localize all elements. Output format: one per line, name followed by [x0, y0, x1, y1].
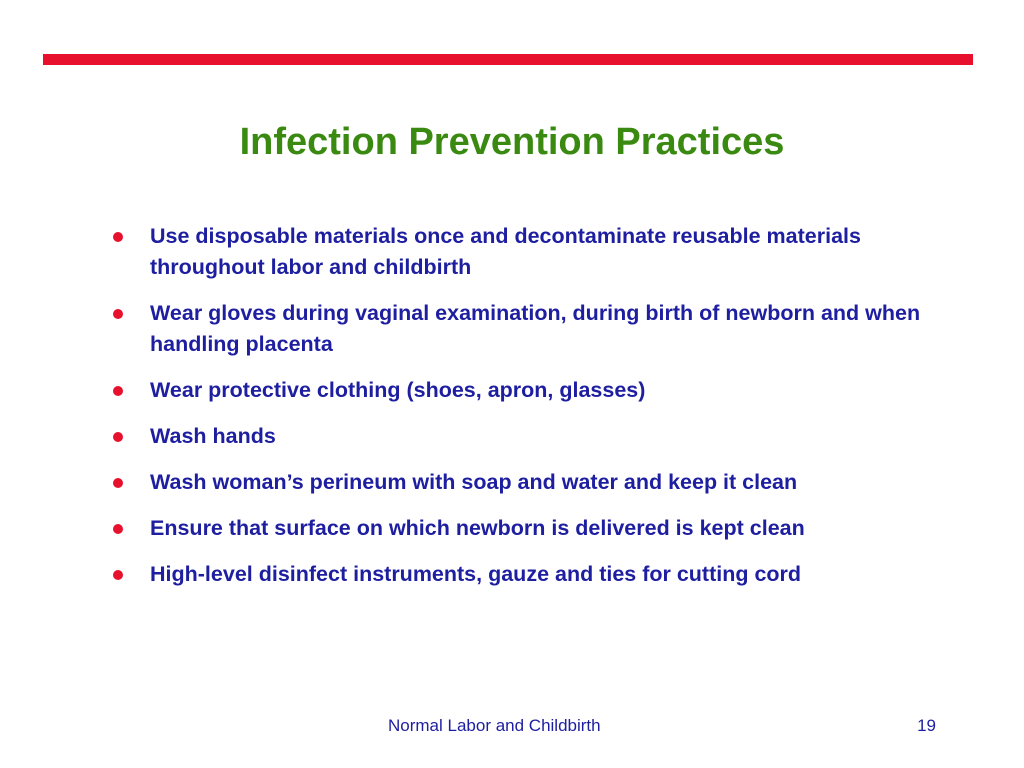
- bullet-text: High-level disinfect instruments, gauze and ties for cutting cord: [150, 562, 802, 586]
- footer-title: Normal Labor and Childbirth: [388, 716, 601, 735]
- page-number: 19: [917, 716, 936, 735]
- bullet-text: Wear protective clothing (shoes, apron, glasses): [150, 378, 646, 402]
- bullet-dot-icon: [113, 432, 123, 442]
- bullet-dot-icon: [113, 386, 123, 396]
- bullet-text: Wash woman’s perineum with soap and water and keep it clean: [150, 470, 798, 494]
- bullet-dot-icon: [113, 570, 123, 580]
- bullet-item: [110, 421, 950, 452]
- bullet-dot-icon: [113, 478, 123, 488]
- bullet-text: Wear gloves during vaginal examination, during birth of newborn and when handling placenta: [150, 301, 921, 356]
- bullet-text: Wash hands: [150, 424, 276, 448]
- bullet-text: Use disposable materials once and decontaminate reusable materials throughout labor and childbirth: [150, 224, 861, 279]
- bullet-dot-icon: [113, 232, 123, 242]
- bullet-list: [110, 221, 950, 605]
- slide-title: Infection Prevention Practices: [239, 121, 785, 163]
- bullet-item: [110, 467, 950, 498]
- bullet-text: Ensure that surface on which newborn is delivered is kept clean: [150, 516, 805, 540]
- bullet-item: [110, 221, 950, 283]
- top-accent-rule: [43, 54, 973, 65]
- bullet-dot-icon: [113, 524, 123, 534]
- bullet-item: [110, 298, 950, 360]
- bullet-item: [110, 559, 950, 590]
- bullet-dot-icon: [113, 309, 123, 319]
- bullet-item: [110, 375, 950, 406]
- bullet-item: [110, 513, 950, 544]
